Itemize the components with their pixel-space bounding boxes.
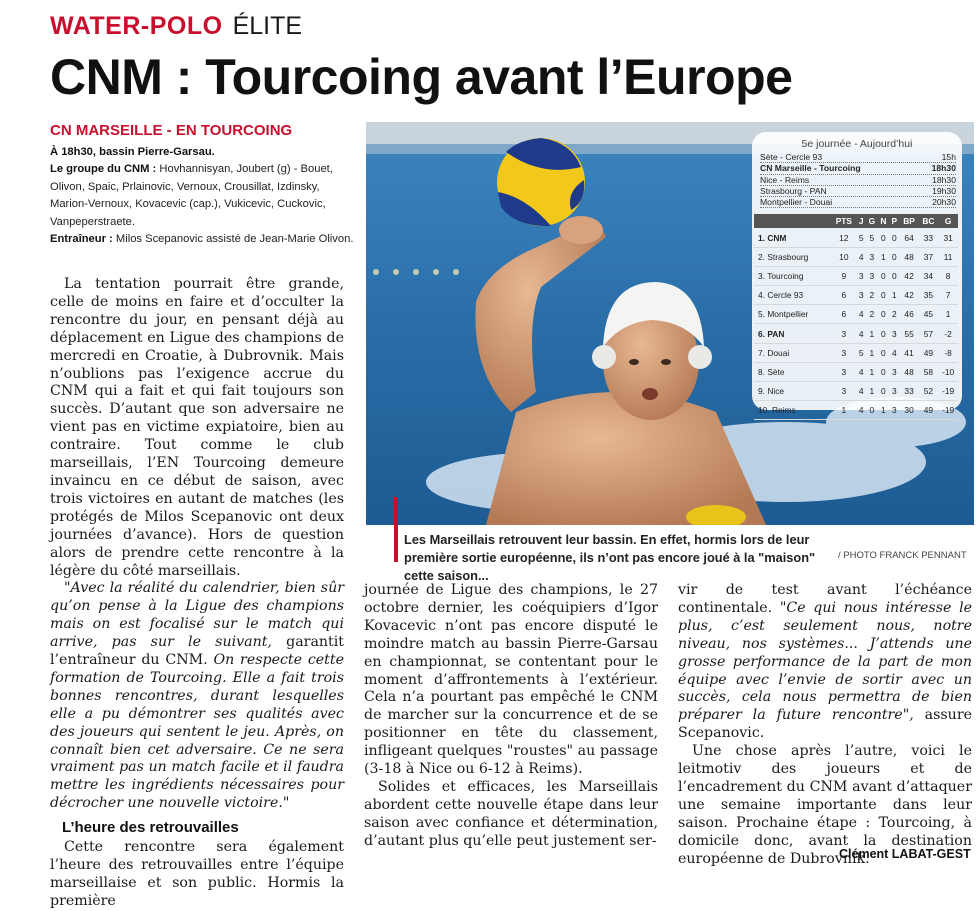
team-cell — [754, 362, 831, 381]
team-name: Cercle 93 — [767, 290, 804, 301]
stat-diff: -2 — [938, 324, 958, 343]
fixture-match: Strasbourg - PAN — [760, 185, 827, 196]
stat-j: 3 — [857, 286, 866, 305]
fixture-row — [760, 163, 956, 174]
coach-name: Milos Scepanovic assisté de Jean-Marie Olivon. — [115, 233, 354, 246]
stat-bp: 46 — [900, 305, 919, 324]
rank-number: 5. — [758, 309, 765, 320]
paragraph-retrouvailles-continued: journée de Ligue des champions, le 27 octobre dernier, les coéquipiers d’Igor Kovacevic n’ont pas encore disputé le moindre match au bassin Pierre-Garsau en championnat, se contentant pour le moment d’affrontements à l’extérieur. Cela n’a pourtant pas empêché le CNM de marcher sur la concurrence et de se positionner en tête du classement, infligeant quelques "roustes" au passage (3-18 à Nice ou 6-12 à Reims). — [364, 582, 658, 778]
standings-table — [754, 214, 958, 420]
paragraph-intro: La tentation pourrait être grande, celle de moins en faire et d’occulter la rencontre du jour, en pensant déjà au déplacement en Ligue des champions de mercredi en Croatie, à Dubrovnik. Mais n’oublions pas l’exigence accrue du CNM qui a fait et qui fait toujours son succès. D’autant que son adversaire ne vient pas en victime expiatoire, bien au contraire. Tout comme le club marseillais, l’EN Tourcoing demeure invaincu en ce début de saison, avec trois victoires en autant de matches (les protégés de Milos Scepanovic ont deux journées d’avance). Hors de question alors de prendre cette rencontre à la légère du côté marseillais. — [50, 276, 344, 579]
fixture-row — [760, 175, 956, 186]
paragraph-solides-continued — [678, 582, 972, 743]
match-info — [50, 144, 360, 248]
standings-row — [754, 286, 958, 305]
stat-j: 4 — [857, 324, 866, 343]
stat-diff: 7 — [938, 286, 958, 305]
stat-p: 0 — [889, 266, 900, 285]
stat-n: 0 — [878, 381, 889, 400]
column-header: N — [878, 214, 889, 228]
squad-label: Le groupe du CNM : — [50, 163, 157, 176]
standings-row — [754, 305, 958, 324]
stat-g: 3 — [866, 247, 878, 266]
fixture-row — [760, 186, 956, 197]
stat-pts: 10 — [831, 247, 857, 266]
rank-number: 8. — [758, 366, 765, 377]
stat-bc: 57 — [919, 324, 939, 343]
team-name: PAN — [767, 328, 785, 339]
stat-g: 5 — [866, 228, 878, 247]
fixture-time: 18h30 — [931, 163, 956, 174]
stat-diff: 8 — [938, 266, 958, 285]
column-header: PTS — [831, 214, 857, 228]
team-name: Tourcoing — [767, 270, 804, 281]
stat-n: 1 — [878, 247, 889, 266]
team-cell — [754, 247, 831, 266]
rank-number: 4. — [758, 290, 765, 301]
stat-bc: 37 — [919, 247, 939, 266]
stat-bc: 35 — [919, 286, 939, 305]
team-name: Reims — [771, 405, 796, 416]
quote-attribution: garantit l’entraîneur du CNM. — [50, 634, 344, 669]
stat-bp: 55 — [900, 324, 919, 343]
team-cell — [754, 305, 831, 324]
stat-pts: 12 — [831, 228, 857, 247]
stat-n: 0 — [878, 343, 889, 362]
team-cell — [754, 324, 831, 343]
standings-body — [754, 228, 958, 419]
coach-quote: "Ce qui nous intéresse le plus, c’est seulement nous, notre niveau, nos systèmes... J’attends une grosse performance de la part de mon équipe avec l’envie de sortir avec un succès, cela nous permettra de bien préparer la future rencontre", — [678, 599, 973, 724]
fixture-time: 19h30 — [932, 185, 956, 196]
stat-bp: 42 — [900, 266, 919, 285]
standings-box — [752, 132, 962, 416]
stat-j: 4 — [857, 305, 866, 324]
coach-attribution: assure Scepanovic. — [678, 707, 972, 742]
squad-list: Hovhannisyan, Joubert (g) - Bouet, Olivon, Spaic, Prlainovic, Vernoux, Crousillat, Izdinsky, Marion-Vernoux, Kovacevic (cap.), Vukicevic, Cuckovic, Vanpeperstraete. — [50, 163, 333, 228]
stat-diff: -8 — [938, 343, 958, 362]
rank-number: 10. — [758, 405, 770, 416]
stat-n: 0 — [878, 362, 889, 381]
stat-g: 0 — [866, 401, 878, 420]
author-signature: Clément LABAT-GEST — [839, 847, 971, 861]
rank-number: 3. — [758, 270, 765, 281]
stat-pts: 1 — [831, 401, 857, 420]
stat-pts: 6 — [831, 305, 857, 324]
rank-number: 1. — [758, 232, 765, 243]
stat-n: 0 — [878, 266, 889, 285]
stat-bc: 49 — [919, 401, 939, 420]
stat-g: 1 — [866, 381, 878, 400]
stat-bc: 33 — [919, 228, 939, 247]
article-column-1 — [50, 276, 344, 911]
stat-g: 3 — [866, 266, 878, 285]
standings-row — [754, 381, 958, 400]
column-header: J — [857, 214, 866, 228]
standings-row — [754, 343, 958, 362]
caption-accent-bar — [394, 497, 398, 562]
column-header: G — [938, 214, 958, 228]
fixture-time: 18h30 — [932, 174, 956, 185]
paragraph-conclusion: Une chose après l’autre, voici le leitmotiv des joueurs et de l’encadrement du CNM avant d’attaquer une semaine importante dans leur saison. Prochaine étape : Tourcoing, à domicile donc, avant la destination européenne de Dubrovnik. — [678, 743, 972, 867]
stat-diff: 11 — [938, 247, 958, 266]
stat-diff: -19 — [938, 381, 958, 400]
stat-diff: 1 — [938, 305, 958, 324]
team-cell — [754, 381, 831, 400]
stat-j: 4 — [857, 247, 866, 266]
stat-g: 1 — [866, 362, 878, 381]
stat-bp: 30 — [900, 401, 919, 420]
stat-n: 1 — [878, 401, 889, 420]
standings-title: 5e journée - Aujourd’hui — [801, 138, 913, 150]
standings-row — [754, 362, 958, 381]
rank-number: 7. — [758, 347, 765, 358]
standings-row — [754, 247, 958, 266]
stat-n: 0 — [878, 324, 889, 343]
stat-pts: 9 — [831, 266, 857, 285]
standings-row — [754, 228, 958, 247]
team-name: Nice — [767, 386, 785, 397]
column-header: P — [889, 214, 900, 228]
sport-label: WATER-POLO — [50, 12, 223, 40]
standings-row — [754, 401, 958, 420]
fixture-match: Sète - Cercle 93 — [760, 152, 823, 162]
stat-bc: 58 — [919, 362, 939, 381]
headline: CNM : Tourcoing avant l’Europe — [50, 49, 793, 105]
team-cell — [754, 343, 831, 362]
paragraph-solides-text: vir de test avant l’échéance continentale. — [678, 582, 972, 616]
fixtures-list — [760, 152, 956, 208]
stat-p: 2 — [889, 305, 900, 324]
stat-bc: 34 — [919, 266, 939, 285]
stat-diff: -10 — [938, 362, 958, 381]
stat-g: 1 — [866, 343, 878, 362]
paragraph-quote — [50, 580, 344, 813]
fixture-match: CN Marseille - Tourcoing — [760, 163, 861, 174]
subheading: L’heure des retrouvailles — [62, 819, 239, 837]
stat-bp: 64 — [900, 228, 919, 247]
stat-j: 4 — [857, 401, 866, 420]
team-name: Sète — [767, 366, 785, 377]
stat-bc: 49 — [919, 343, 939, 362]
paragraph-solides: Solides et efficaces, les Marseillais abordent cette nouvelle étape dans leur saison avec confiance et détermination, d’autant plus qu’elle peut justement ser- — [364, 778, 658, 849]
rank-number: 9. — [758, 386, 765, 397]
fixture-match: Nice - Reims — [760, 174, 810, 185]
column-header: BP — [900, 214, 919, 228]
quote-part-a: "Avec la réalité du calendrier, bien sûr qu’on pense à la Ligue des champions mais on est focalisé sur le match qui arrive, pas sur le suivant, — [50, 580, 344, 651]
article-column-2 — [364, 582, 658, 851]
stat-n: 0 — [878, 286, 889, 305]
stat-g: 2 — [866, 305, 878, 324]
stat-bp: 42 — [900, 286, 919, 305]
fixture-time: 20h30 — [932, 197, 956, 208]
team-cell — [754, 286, 831, 305]
stat-bc: 52 — [919, 381, 939, 400]
standings-row — [754, 324, 958, 343]
stat-p: 3 — [889, 324, 900, 343]
stat-pts: 3 — [831, 343, 857, 362]
stat-p: 3 — [889, 381, 900, 400]
team-cell — [754, 266, 831, 285]
fixture-row — [760, 197, 956, 208]
stat-g: 1 — [866, 324, 878, 343]
stat-bp: 33 — [900, 381, 919, 400]
photo-credit: / PHOTO FRANCK PENNANT — [838, 550, 967, 561]
stat-pts: 3 — [831, 324, 857, 343]
standings-row — [754, 266, 958, 285]
stat-n: 0 — [878, 305, 889, 324]
stat-p: 4 — [889, 343, 900, 362]
time-place: À 18h30, bassin Pierre-Garsau. — [50, 146, 215, 158]
team-name: Douai — [767, 347, 790, 358]
article-column-3 — [678, 582, 972, 869]
stat-j: 4 — [857, 381, 866, 400]
coach-label: Entraîneur : — [50, 233, 113, 246]
stat-bp: 48 — [900, 362, 919, 381]
stat-j: 4 — [857, 362, 866, 381]
column-header: BC — [919, 214, 939, 228]
team-cell — [754, 401, 831, 420]
stat-pts: 3 — [831, 381, 857, 400]
section-kicker — [50, 12, 302, 41]
fixture-row — [760, 152, 956, 163]
stat-g: 2 — [866, 286, 878, 305]
stat-bc: 45 — [919, 305, 939, 324]
stat-diff: -19 — [938, 401, 958, 420]
team-name: Strasbourg — [767, 251, 809, 262]
stat-p: 0 — [889, 228, 900, 247]
column-header — [754, 214, 831, 228]
stat-bp: 41 — [900, 343, 919, 362]
ball-icon — [497, 138, 585, 226]
stat-pts: 6 — [831, 286, 857, 305]
stat-p: 1 — [889, 286, 900, 305]
match-title: CN MARSEILLE - EN TOURCOING — [50, 122, 293, 139]
stat-n: 0 — [878, 228, 889, 247]
stat-j: 5 — [857, 228, 866, 247]
stat-j: 5 — [857, 343, 866, 362]
team-cell — [754, 228, 831, 247]
rank-number: 6. — [758, 328, 765, 339]
column-header: G — [866, 214, 878, 228]
rank-number: 2. — [758, 251, 765, 262]
team-name: CNM — [767, 232, 787, 243]
stat-pts: 3 — [831, 362, 857, 381]
standings-header-row — [754, 214, 958, 228]
stat-p: 0 — [889, 247, 900, 266]
stat-p: 3 — [889, 362, 900, 381]
team-name: Montpellier — [767, 309, 809, 320]
level-label: ÉLITE — [232, 12, 303, 40]
stat-p: 3 — [889, 401, 900, 420]
stat-diff: 31 — [938, 228, 958, 247]
stat-bp: 48 — [900, 247, 919, 266]
quote-part-b: On respecte cette formation de Tourcoing. Elle a fait trois bonnes rencontres, durant lesquelles elle a pu démontrer ses qualités avec des joueurs qui sentent le jeu. Après, on connaît bien cet adversaire. Ce ne sera vraiment pas un match facile et il faudra mettre les ingrédients nécessaires pour décrocher une nouvelle victoire." — [50, 652, 344, 812]
photo-caption: Les Marseillais retrouvent leur bassin. En effet, hormis lors de leur première sortie européenne, ils n’ont pas encore joué à la "maison" cette saison... — [404, 532, 816, 583]
fixture-match: Montpellier - Douai — [760, 197, 833, 208]
stat-j: 3 — [857, 266, 866, 285]
fixture-time: 15h — [941, 152, 956, 162]
paragraph-retrouvailles: Cette rencontre sera également l’heure des retrouvailles entre l’équipe marseillaise et son public. Hormis la première — [50, 839, 344, 909]
